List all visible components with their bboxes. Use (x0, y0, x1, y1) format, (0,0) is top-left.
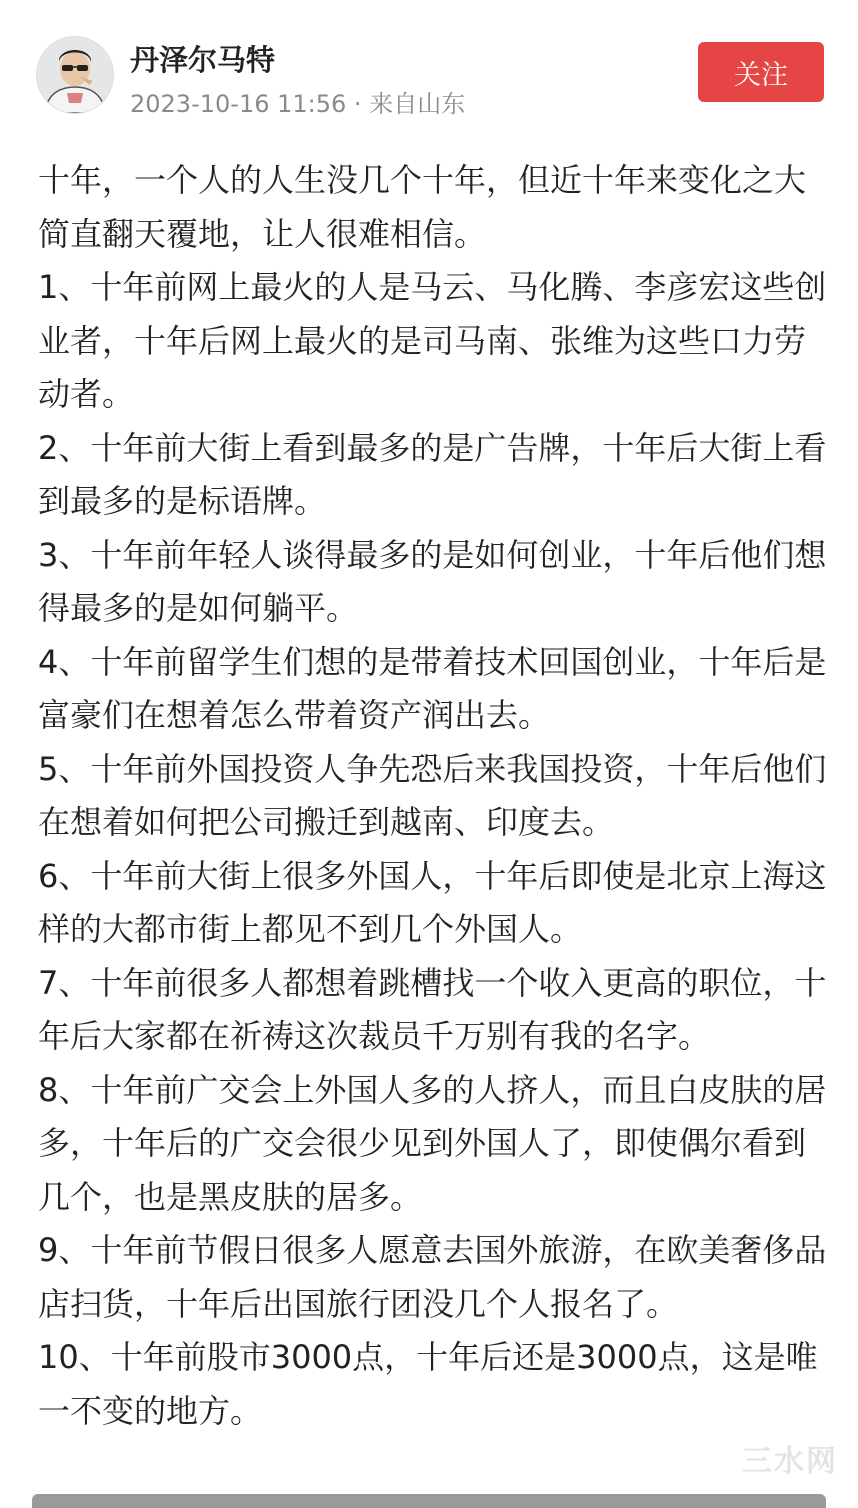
next-media-preview[interactable] (32, 1494, 826, 1508)
post-paragraph: 1、十年前网上最火的人是马云、马化腾、李彦宏这些创业者，十年后网上最火的是司马南、张维为这些口力劳动者。 (38, 268, 827, 413)
follow-button[interactable]: 关注 (698, 42, 824, 102)
post-body (38, 154, 828, 1438)
post-timestamp: 2023-10-16 11:56 (130, 90, 347, 118)
watermark: 三水网 (742, 1444, 838, 1479)
post-paragraph: 3、十年前年轻人谈得最多的是如何创业，十年后他们想得最多的是如何躺平。 (38, 535, 827, 627)
meta-separator: · (353, 90, 362, 118)
post-paragraph: 4、十年前留学生们想的是带着技术回国创业，十年后是富豪们在想着怎么带着资产润出去。 (38, 642, 827, 734)
post-header (0, 0, 858, 140)
post-meta (130, 84, 465, 119)
post-paragraph: 10、十年前股市3000点，十年后还是3000点，这是唯一不变的地方。 (38, 1338, 818, 1430)
post-paragraph: 8、十年前广交会上外国人多的人挤人，而且白皮肤的居多，十年后的广交会很少见到外国人了，即使偶尔看到几个，也是黑皮肤的居多。 (38, 1070, 827, 1216)
avatar-icon (37, 37, 113, 113)
post-location: 来自山东 (369, 90, 466, 118)
post-paragraph: 6、十年前大街上很多外国人，十年后即使是北京上海这样的大都市街上都见不到几个外国人。 (38, 856, 827, 948)
post-paragraph: 9、十年前节假日很多人愿意去国外旅游，在欧美奢侈品店扫货，十年后出国旅行团没几个人报名了。 (38, 1231, 827, 1323)
author-name[interactable]: 丹泽尔马特 (130, 43, 276, 77)
post-paragraph: 7、十年前很多人都想着跳槽找一个收入更高的职位，十年后大家都在祈祷这次裁员千万别有我的名字。 (38, 963, 827, 1055)
post-paragraph: 十年，一个人的人生没几个十年，但近十年来变化之大简直翻天覆地，让人很难相信。 (38, 161, 807, 253)
avatar[interactable] (36, 36, 114, 114)
post-paragraph: 5、十年前外国投资人争先恐后来我国投资，十年后他们在想着如何把公司搬迁到越南、印度去。 (38, 749, 827, 841)
post-paragraph: 2、十年前大街上看到最多的是广告牌，十年后大街上看到最多的是标语牌。 (38, 428, 827, 520)
